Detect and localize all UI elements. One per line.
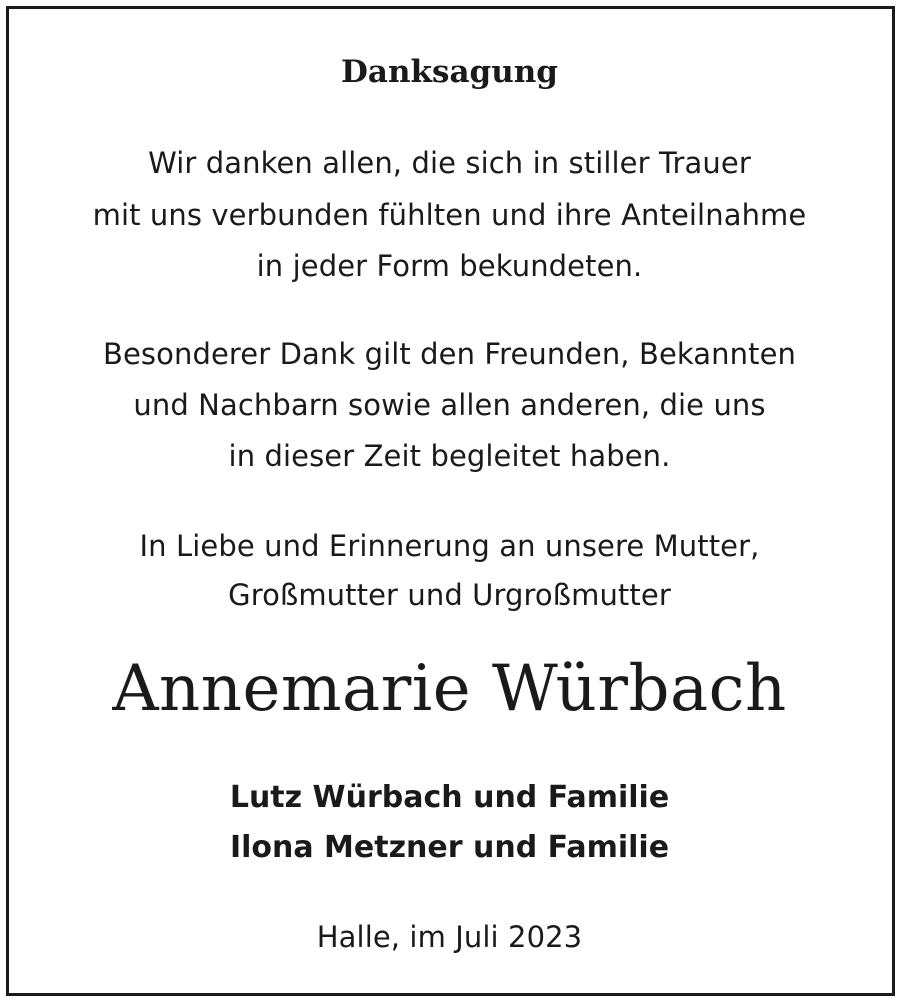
- paragraph2-line2: und Nachbarn sowie allen anderen, die uns: [133, 388, 766, 422]
- deceased-name: Annemarie Würbach: [112, 652, 787, 726]
- paragraph3-line1: In Liebe und Erinnerung an unsere Mutter,: [139, 529, 760, 563]
- paragraph3-line2: Großmutter und Urgroßmutter: [228, 578, 671, 612]
- paragraph1-line3: in jeder Form bekundeten.: [256, 249, 643, 283]
- paragraph1-line2: mit uns verbunden fühlten und ihre Anteilnahme: [92, 198, 807, 232]
- paragraph1-line1: Wir danken allen, die sich in stiller Trauer: [148, 146, 751, 180]
- mourner-line2: Ilona Metzner und Familie: [229, 830, 670, 865]
- paragraph2-line1: Besonderer Dank gilt den Freunden, Bekannten: [102, 337, 796, 371]
- notice-heading: Danksagung: [341, 54, 558, 90]
- place-date: Halle, im Juli 2023: [316, 920, 583, 954]
- paragraph2-line3: in dieser Zeit begleitet haben.: [228, 439, 671, 473]
- mourner-line1: Lutz Würbach und Familie: [229, 780, 670, 815]
